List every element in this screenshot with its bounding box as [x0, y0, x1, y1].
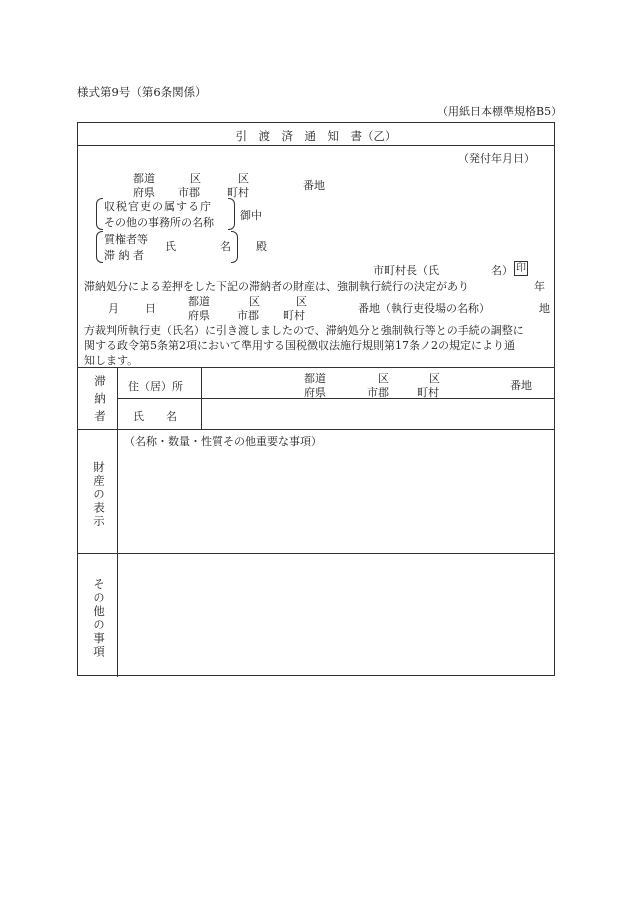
- issue-date: （発付年月日）: [458, 152, 535, 165]
- table-ku1-top: 区: [378, 372, 389, 385]
- table-top-border: [78, 367, 554, 368]
- address-pref-bottom: 府県: [133, 186, 155, 199]
- addressee-name-label-1: 氏: [165, 240, 176, 253]
- recipient-brace-right: [228, 198, 235, 230]
- table-ku2-bottom: 町村: [417, 386, 439, 399]
- seal-mark: 印: [516, 263, 526, 274]
- table-pref-top: 都道: [304, 372, 326, 385]
- address-ku1-top: 区: [190, 172, 201, 185]
- label-column-divider: [117, 367, 118, 677]
- body-day: 日: [145, 302, 156, 315]
- table-ku2-top: 区: [429, 372, 440, 385]
- mayor-label-end: 名）: [491, 264, 513, 277]
- delinquent-bottom-border: [78, 429, 554, 430]
- body-ku2-top: 区: [296, 295, 307, 308]
- table-banchi: 番地: [510, 379, 532, 392]
- property-label: 財産の表示: [92, 461, 106, 529]
- recipient-line-2: その他の事務所の名称: [104, 216, 214, 229]
- body-month: 月: [108, 302, 119, 315]
- other-matters-label: その他の事項: [92, 578, 106, 659]
- title-divider: [78, 145, 554, 146]
- addressee-line-2: 滞 納 者: [104, 249, 144, 262]
- property-bottom-border: [78, 553, 554, 554]
- recipient-suffix: 御中: [240, 209, 262, 222]
- body-ku1-top: 区: [249, 295, 260, 308]
- recipient-brace-left: [96, 198, 103, 230]
- name-label: 氏 名: [133, 410, 177, 423]
- form-number: 様式第9号（第6条関係）: [77, 85, 207, 99]
- notice-form: [77, 122, 555, 676]
- addressee-brace-left: [96, 231, 103, 263]
- body-ku2-bottom: 町村: [283, 309, 305, 322]
- body-banchi: 番地（執行吏役場の名称）: [358, 302, 490, 315]
- body-line-5: 知します。: [84, 354, 139, 367]
- form-title: 引 渡 済 通 知 書（乙）: [235, 129, 397, 143]
- address-ku2-bottom: 町村: [227, 186, 249, 199]
- body-year: 年: [534, 280, 545, 293]
- body-pref-top: 都道: [188, 295, 210, 308]
- body-pref-bottom: 府県: [188, 309, 210, 322]
- body-chi: 地: [539, 302, 550, 315]
- body-ku1-bottom: 市郡: [237, 309, 259, 322]
- property-note: （名称・数量・性質その他重要な事項）: [124, 435, 322, 448]
- delinquent-label: 滞納者: [93, 375, 107, 428]
- table-pref-bottom: 府県: [304, 386, 326, 399]
- addressee-suffix: 殿: [256, 240, 267, 253]
- addressee-line-1: 質権者等: [104, 233, 148, 246]
- body-line-3: 方裁判所執行吏（氏名）に引き渡しましたので、滞納処分と強制執行等との手続の調整に: [84, 324, 524, 337]
- addressee-name-label-2: 名: [220, 240, 231, 253]
- address-label: 住（居）所: [128, 380, 183, 393]
- body-line-1: 滞納処分による差押をした下記の滞納者の財産は、強制執行続行の決定があり: [84, 280, 469, 293]
- body-line-4: 関する政令第5条第2項において準用する国税徴収法施行規則第17条ノ2の規定により通: [84, 339, 515, 352]
- paper-size-note: （用紙日本標準規格B5）: [437, 105, 563, 118]
- address-ku1-bottom: 市郡: [178, 186, 200, 199]
- address-banchi: 番地: [303, 179, 325, 192]
- address-row-divider: [117, 398, 554, 399]
- recipient-line-1: 収税官吏の属する庁: [104, 200, 212, 213]
- address-ku2-top: 区: [238, 172, 249, 185]
- addressee-brace-right: [231, 231, 238, 263]
- mayor-label: 市町村長（氏: [373, 264, 439, 277]
- address-pref-top: 都道: [133, 172, 155, 185]
- table-ku1-bottom: 市郡: [367, 386, 389, 399]
